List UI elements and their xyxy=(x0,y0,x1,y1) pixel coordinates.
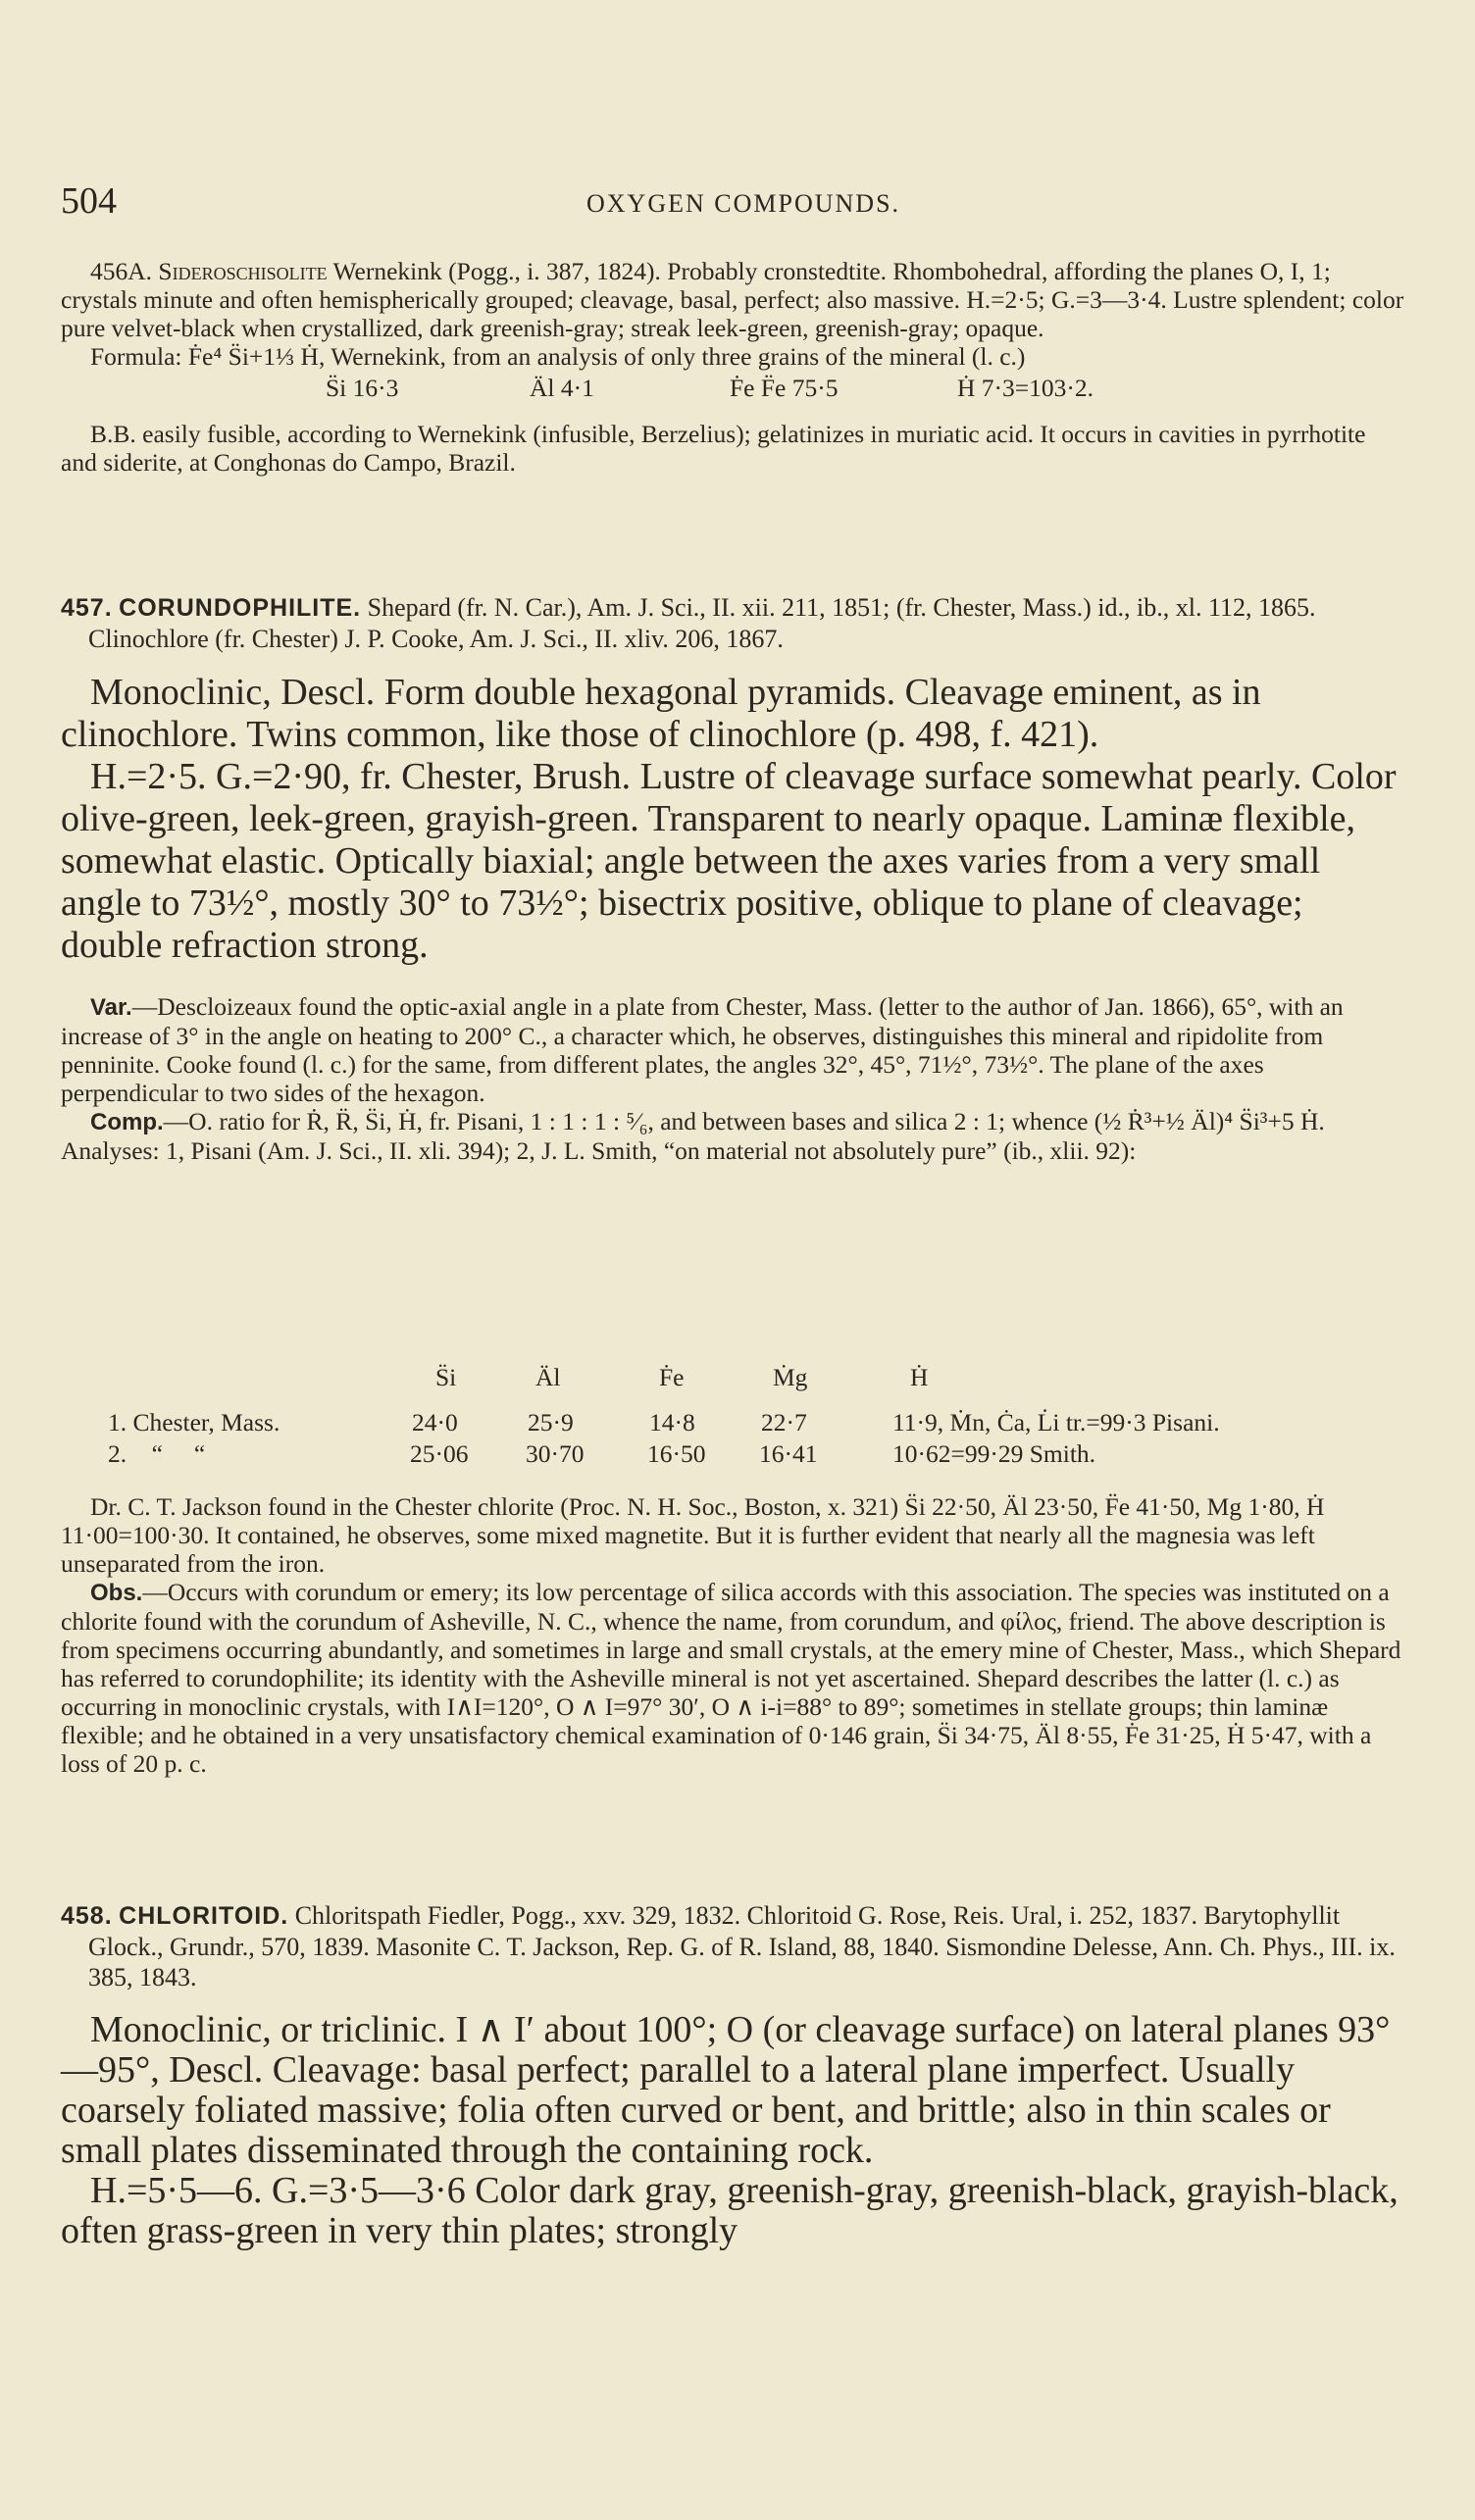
table-cell: 24·0 xyxy=(412,1408,458,1436)
entry-456a-number: 456A. xyxy=(90,257,153,285)
entry-457-obs xyxy=(61,1578,1404,1778)
analysis-h: Ḣ 7·3=103·2. xyxy=(957,374,1094,402)
analysis-al: Äl 4·1 xyxy=(530,374,594,402)
page-number: 504 xyxy=(61,180,117,222)
analysis-si: S̈i 16·3 xyxy=(326,374,399,402)
page-header xyxy=(61,179,1395,228)
obs-text: —Occurs with corundum or emery; its low percentage of silica accords with this association. The species was instituted on a chlorite found with the corundum of Asheville, N. C., whence the name, from corundum, and φίλος, friend. The above description is from specimens occurring abundantly, and sometimes in large and small crystals, at the emery mine of Chester, Mass., which Shepard has referred to corundophilite; its identity with the Asheville mineral is not yet ascertained. Shepard describes the latter (l. c.) as occurring in monoclinic crystals, with I∧I=120°, O ∧ I=97° 30′, O ∧ i-i=88° to 89°; sometimes in stellate groups; thin laminæ flexible; and he obtained in a very unsatisfactory chemical examination of 0·146 grain, S̈i 34·75, Äl 8·55, Ḟe 31·25, Ḣ 5·47, with a loss of 20 p. c. xyxy=(61,1578,1401,1778)
obs-label: Obs. xyxy=(90,1580,143,1606)
table-header: Ḣ xyxy=(910,1363,929,1391)
table-cell: 11·9, Ṁn, Ċa, L̇i tr.=99·3 Pisani. xyxy=(892,1408,1220,1436)
table-cell: 16·41 xyxy=(759,1439,818,1468)
entry-457-notes xyxy=(61,1492,1404,1778)
entry-458-number: 458. xyxy=(61,1902,113,1930)
entry-456a-bb: B.B. easily fusible, according to Wernekink (infusible, Berzelius); gelatinizes in muriatic acid. It occurs in cavities in pyrrhotite and siderite, at Conghonas do Campo, Brazil. xyxy=(61,420,1366,477)
table-header: Ḟe xyxy=(659,1363,685,1391)
entry-456a xyxy=(61,257,1404,477)
table-cell: 25·06 xyxy=(410,1439,469,1468)
table-header: Äl xyxy=(535,1363,561,1391)
table-cell: 16·50 xyxy=(647,1439,706,1468)
entry-456a-description xyxy=(61,257,1404,342)
entry-458-heading xyxy=(61,1900,1404,1992)
var-label: Var. xyxy=(90,994,132,1021)
entry-456a-name: Sideroschisolite xyxy=(158,257,328,285)
entry-458-name: CHLORITOID. xyxy=(119,1902,289,1930)
entry-458-desc-2: H.=5·5—6. G.=3·5—3·6 Color dark gray, greenish-gray, greenish-black, grayish-black, often grass-green in very thin plates; strongly xyxy=(61,2170,1399,2251)
entry-456a-analysis xyxy=(61,371,1404,404)
table-header: S̈i xyxy=(435,1363,457,1391)
analysis-table xyxy=(61,1363,1404,1481)
entry-457-var xyxy=(61,992,1404,1107)
entry-457-jackson: Dr. C. T. Jackson found in the Chester chlorite (Proc. N. H. Soc., Boston, x. 321) S̈i 22·50, Äl 23·50, F̈e 41·50, Mg 1·80, Ḣ 11·00=100·30. It contained, he observes, some mixed magnetite. But it is further evident that nearly all the magnesia was left unseparated from the iron. xyxy=(61,1492,1325,1578)
entry-457-refs: Shepard (fr. N. Car.), Am. J. Sci., II. xii. 211, 1851; (fr. Chester, Mass.) id., ib., xl. 112, 1865. Clinochlore (fr. Chester) J. P. Cooke, Am. J. Sci., II. xliv. 206, 1867. xyxy=(88,593,1316,653)
entry-457-name: CORUNDOPHILITE. xyxy=(119,594,362,622)
entry-458 xyxy=(61,1900,1404,2251)
running-title: OXYGEN COMPOUNDS. xyxy=(586,189,901,218)
entry-457 xyxy=(61,592,1404,1165)
entry-457-comp xyxy=(61,1107,1404,1165)
entry-457-desc-2: H.=2·5. G.=2·90, fr. Chester, Brush. Lustre of cleavage surface somewhat pearly. Color olive-green, leek-green, grayish-green. Transparent to nearly opaque. Laminæ flexible, somewhat elastic. Optically biaxial; angle between the axes varies from a very small angle to 73½°, mostly 30° to 73½°; bisectrix positive, oblique to plane of cleavage; double refraction strong. xyxy=(61,756,1397,966)
table-cell: 10·62=99·29 Smith. xyxy=(892,1439,1096,1468)
entry-456a-formula: Formula: Ḟe⁴ S̈i+1⅓ Ḣ, Wernekink, from an analysis of only three grains of the mineral (l. c.) xyxy=(90,342,1026,371)
table-cell: 25·9 xyxy=(528,1408,574,1436)
table-cell: 30·70 xyxy=(526,1439,585,1468)
analysis-fe: Ḟe F̈e 75·5 xyxy=(730,374,839,402)
comp-label: Comp. xyxy=(90,1109,164,1135)
table-row-label: 1. Chester, Mass. xyxy=(108,1408,280,1436)
table-cell: 22·7 xyxy=(761,1408,807,1436)
entry-457-number: 457. xyxy=(61,594,113,622)
entry-458-refs: Chloritspath Fiedler, Pogg., xxv. 329, 1832. Chloritoid G. Rose, Reis. Ural, i. 252, 1837. Barytophyllit Glock., Grundr., 570, 1839. Masonite C. T. Jackson, Rep. G. of R. Island, 88, 1840. Sismondine Delesse, Ann. Ch. Phys., III. ix. 385, 1843. xyxy=(88,1901,1396,1991)
table-row-label: 2. “ “ xyxy=(108,1439,206,1468)
var-text: —Descloizeaux found the optic-axial angle in a plate from Chester, Mass. (letter to the author of Jan. 1866), 65°, with an increase of 3° in the angle on heating to 200° C., a character which, he observes, distinguishes this mineral and ripidolite from penninite. Cooke found (l. c.) for the same, from different plates, the angles 32°, 45°, 71½°, 73½°. The plane of the axes perpendicular to two sides of the hexagon. xyxy=(61,992,1344,1107)
entry-457-desc-1: Monoclinic, Descl. Form double hexagonal pyramids. Cleavage eminent, as in clinochlore. Twins common, like those of clinochlore (p. 498, f. 421). xyxy=(61,672,1261,755)
table-cell: 14·8 xyxy=(649,1408,695,1436)
entry-458-desc-1: Monoclinic, or triclinic. I ∧ I′ about 100°; O (or cleavage surface) on lateral planes 93°—95°, Descl. Cleavage: basal perfect; parallel to a lateral plane imperfect. Usually coarsely foliated massive; folia often curved or bent, and brittle; also in thin scales or small plates disseminated through the containing rock. xyxy=(61,2009,1391,2171)
comp-text: —O. ratio for Ṙ, R̈, S̈i, Ḣ, fr. Pisani, 1 : 1 : 1 : ⁵⁄₆, and between bases and silica 2 : 1; whence (½ Ṙ³+½ Äl)⁴ S̈i³+5 Ḣ. Analyses: 1, Pisani (Am. J. Sci., II. xli. 394); 2, J. L. Smith, “on material not absolutely pure” (ib., xlii. 92): xyxy=(61,1107,1325,1165)
entry-457-heading xyxy=(61,592,1404,654)
entry-456a-text: Wernekink (Pogg., i. 387, 1824). Probably cronstedtite. Rhombohedral, affording the planes O, I, 1; crystals minute and often hemispherically grouped; cleavage, basal, perfect; also massive. H.=2·5; G.=3—3·4. Lustre splendent; color pure velvet-black when crystallized, dark greenish-gray; streak leek-green, greenish-gray; opaque. xyxy=(61,257,1404,342)
table-header: Ṁg xyxy=(773,1363,808,1391)
